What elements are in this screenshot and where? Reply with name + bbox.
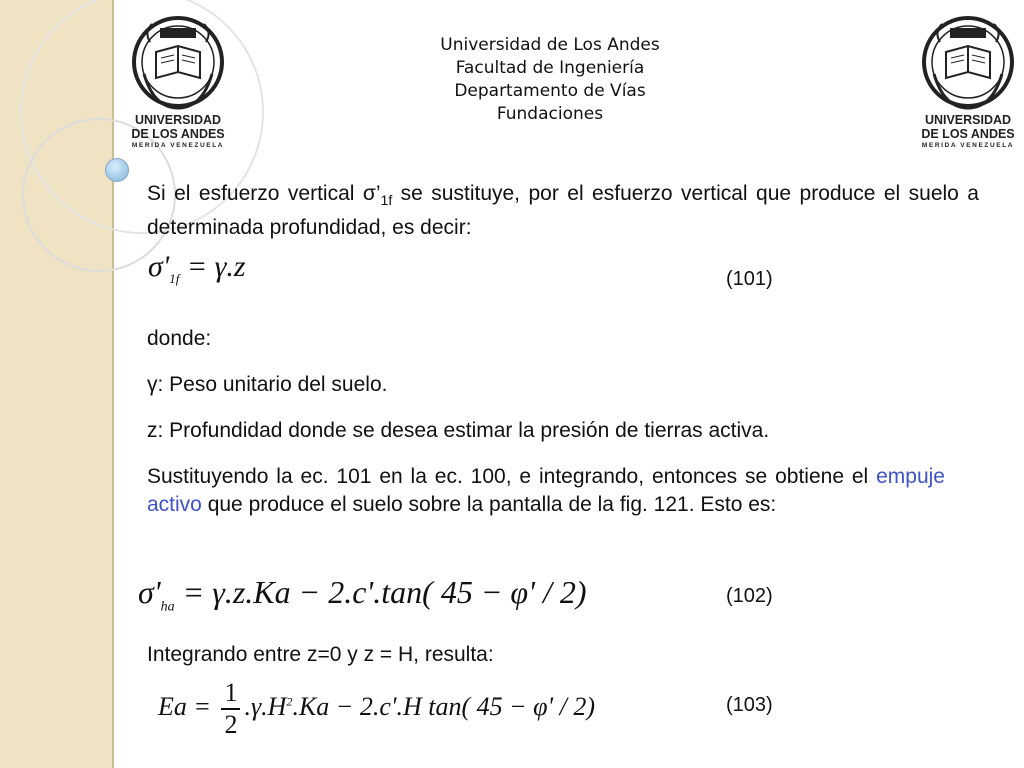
logo-text-line2: DE LOS ANDES bbox=[921, 127, 1015, 141]
equation-number-102: (102) bbox=[726, 585, 773, 607]
logo-text-line1: UNIVERSIDAD bbox=[134, 113, 222, 127]
substitution-paragraph bbox=[147, 463, 945, 519]
empuje-activo-highlight: empuje activo bbox=[147, 465, 945, 516]
equation-103 bbox=[158, 678, 595, 740]
intro-text-a: Si el esfuerzo vertical bbox=[147, 182, 363, 205]
header-department: Departamento de Vías bbox=[454, 81, 646, 101]
university-logo-left bbox=[130, 12, 226, 152]
eq103-superscript: 2 bbox=[286, 694, 293, 709]
equation-102 bbox=[138, 574, 587, 615]
eq101-subscript: 1f bbox=[169, 271, 180, 286]
decorative-dot bbox=[105, 158, 129, 182]
logo-text-line2: DE LOS ANDES bbox=[131, 127, 225, 141]
eq102-subscript: ha bbox=[160, 599, 175, 615]
intro-subscript: 1f bbox=[380, 192, 393, 209]
eq103-rhs-b: .Ka − 2.c'.H tan( 45 − φ' / 2) bbox=[292, 691, 595, 721]
integration-statement: Integrando entre z=0 y z = H, resulta: bbox=[147, 643, 494, 666]
eq103-fraction bbox=[221, 678, 240, 740]
logo-text-line1: UNIVERSIDAD bbox=[924, 113, 1012, 127]
z-definition: z: Profundidad donde se desea estimar la presión de tierras activa. bbox=[147, 419, 770, 442]
seal-icon bbox=[130, 12, 226, 112]
header-university: Universidad de Los Andes bbox=[440, 35, 660, 55]
eq101-lhs: σ' bbox=[148, 250, 170, 283]
university-logo-right bbox=[920, 12, 1016, 152]
eq103-denominator: 2 bbox=[224, 710, 238, 739]
gamma-definition-text: : Peso unitario del suelo. bbox=[157, 373, 388, 396]
logo-text-line3: MERIDA VENEZUELA bbox=[131, 142, 225, 149]
slide-header bbox=[330, 34, 770, 126]
header-faculty: Facultad de Ingeniería bbox=[455, 58, 645, 78]
seal-icon bbox=[920, 12, 1016, 112]
intro-sigma: σ’ bbox=[362, 182, 381, 205]
gamma-definition bbox=[147, 371, 387, 399]
eq103-lhs: Ea = bbox=[158, 691, 218, 721]
equation-number-101: (101) bbox=[726, 268, 773, 290]
donde-label: donde: bbox=[147, 327, 212, 350]
substitution-text-a: Sustituyendo la ec. 101 en la ec. 100, e integrando, entonces se obtiene el bbox=[147, 465, 877, 488]
intro-paragraph bbox=[147, 180, 979, 242]
gamma-symbol: γ bbox=[147, 373, 158, 396]
equation-101 bbox=[148, 250, 246, 287]
eq102-lhs: σ' bbox=[138, 574, 161, 610]
substitution-text-b: que produce el suelo sobre la pantalla de la fig. 121. Esto es: bbox=[201, 493, 777, 516]
header-course: Fundaciones bbox=[496, 104, 604, 124]
equation-number-103: (103) bbox=[726, 694, 773, 716]
intro-text-b: se sustituye, por el esfuerzo vertical que produce el suelo a determinada profundidad, es decir: bbox=[147, 182, 979, 240]
eq101-rhs: = γ.z bbox=[179, 250, 246, 283]
logo-text-line3: MERIDA VENEZUELA bbox=[921, 142, 1015, 149]
eq102-rhs: = γ.z.Ka − 2.c'.tan( 45 − φ' / 2) bbox=[174, 574, 587, 610]
eq103-rhs-a: .γ.H bbox=[244, 691, 287, 721]
eq103-numerator: 1 bbox=[221, 678, 240, 710]
